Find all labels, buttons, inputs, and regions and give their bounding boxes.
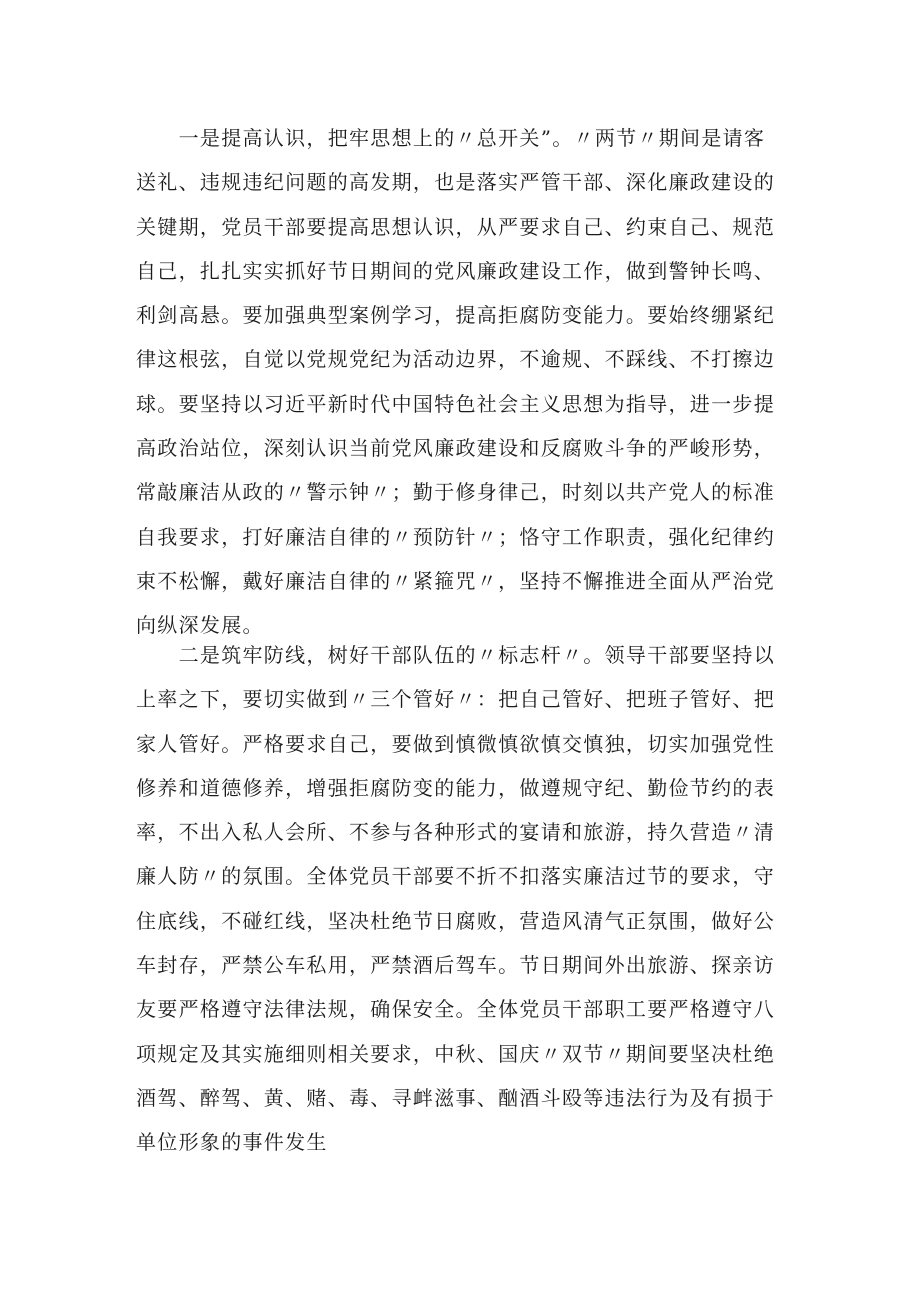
- text-line: 球。要坚持以习近平新时代中国特色社会主义思想为指导，进一步提: [136, 391, 775, 416]
- text-line: 二是筑牢防线，树好干部队伍的〃标志杆〃。领导干部要坚持以: [136, 643, 775, 667]
- text-line: 上率之下，要切实做到〃三个管好〃：把自己管好、把班子管好、把: [136, 687, 775, 712]
- text-line: 单位形象的事件发生: [136, 1130, 328, 1155]
- text-line: 利剑高悬。要加强典型案例学习，提高拒腐防变能力。要始终绷紧纪: [136, 303, 775, 328]
- text-line: 向纵深发展。: [136, 613, 264, 638]
- text-line: 自我要求，打好廉洁自律的〃预防针〃；恪守工作职责，强化纪律约: [136, 524, 775, 549]
- paragraph-second: [136, 633, 796, 1165]
- text-line: 束不松懈，戴好廉洁自律的〃紧箍咒〃，坚持不懈推进全面从严治党: [136, 568, 775, 593]
- text-line: 项规定及其实施细则相关要求，中秋、国庆〃双节〃期间要坚决杜绝: [136, 1041, 775, 1066]
- text-line: 住底线，不碰红线，坚决杜绝节日腐败，营造风清气正氛围，做好公: [136, 908, 775, 933]
- paragraph-first: [136, 116, 796, 648]
- text-line: 送礼、违规违纪问题的高发期，也是落实严管干部、深化廉政建设的: [136, 170, 775, 195]
- text-line: 廉人防〃的氛围。全体党员干部要不折不扣落实廉洁过节的要求，守: [136, 864, 775, 889]
- text-line: 高政治站位，深刻认识当前党风廉政建设和反腐败斗争的严峻形势，: [136, 436, 775, 461]
- text-line: 车封存，严禁公车私用，严禁酒后驾车。节日期间外出旅游、探亲访: [136, 953, 775, 978]
- text-line: 修养和道德修养，增强拒腐防变的能力，做遵规守纪、勤俭节约的表: [136, 775, 775, 800]
- text-line: 自己，扎扎实实抓好节日期间的党风廉政建设工作，做到警钟长鸣、: [136, 258, 775, 283]
- text-line: 常敲廉洁从政的〃警示钟〃；勤于修身律己，时刻以共产党人的标准: [136, 480, 775, 505]
- text-line: 家人管好。严格要求自己，要做到慎微慎欲慎交慎独，切实加强党性: [136, 731, 775, 756]
- text-line: 酒驾、醉驾、黄、赌、毒、寻衅滋事、酗酒斗殴等违法行为及有损于: [136, 1085, 775, 1110]
- text-line: 友要严格遵守法律法规，确保安全。全体党员干部职工要严格遵守八: [136, 997, 775, 1022]
- text-line: 一是提高认识，把牢思想上的〃总开关”。〃两节〃期间是请客: [136, 126, 766, 150]
- text-line: 关键期，党员干部要提高思想认识，从严要求自己、约束自己、规范: [136, 214, 775, 239]
- text-line: 律这根弦，自觉以党规党纪为活动边界，不逾规、不踩线、不打擦边: [136, 347, 775, 372]
- text-line: 率，不出入私人会所、不参与各种形式的宴请和旅游，持久营造〃清: [136, 820, 775, 845]
